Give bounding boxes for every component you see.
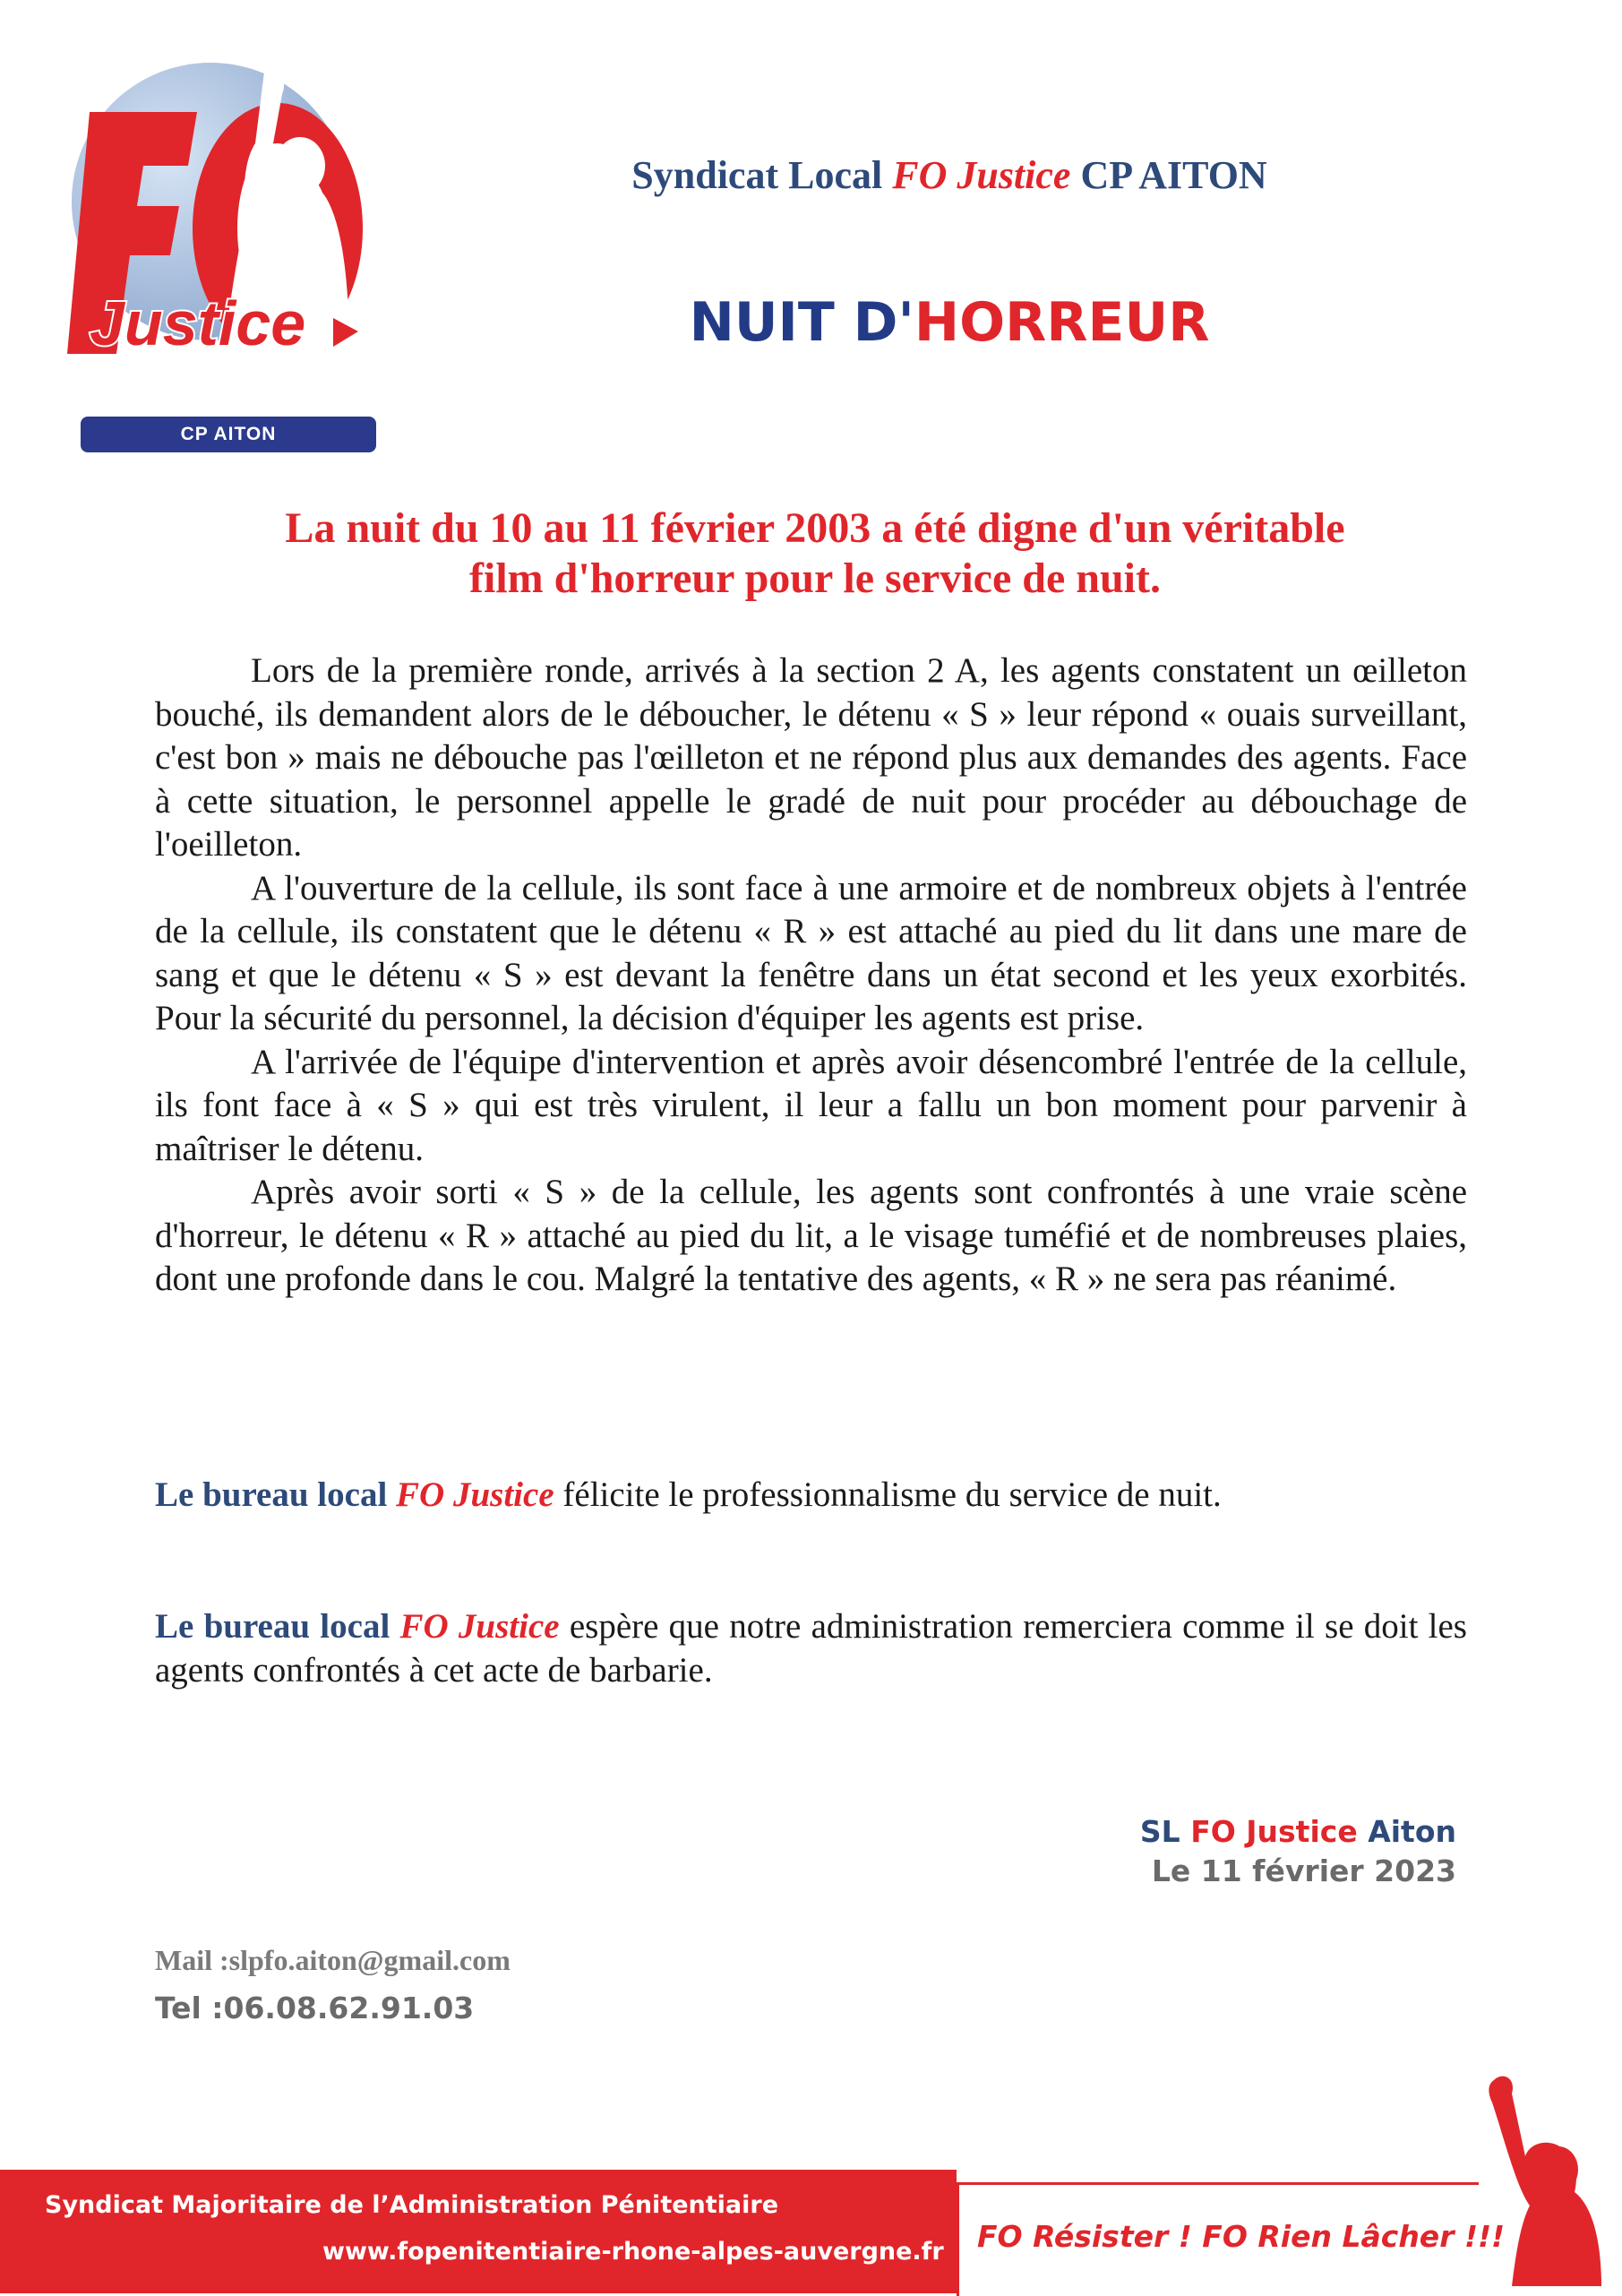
footer-banner bbox=[0, 2170, 957, 2293]
contact-mail: Mail :slpfo.aiton@gmail.com bbox=[155, 1944, 511, 1976]
raised-fist-icon bbox=[1476, 2071, 1610, 2286]
closing-2-rest: espère que notre administration remerciera comme il se doit les agents confrontés à cet acte de barbarie. bbox=[155, 1607, 1467, 1690]
logo-emblem-icon bbox=[54, 58, 394, 417]
logo-badge: CP AITON bbox=[81, 417, 376, 452]
header-title bbox=[448, 152, 1451, 198]
subtitle-line1: La nuit du 10 au 11 février 2003 a été digne d'un véritable bbox=[285, 504, 1345, 552]
contact-tel: Tel :06.08.62.91.03 bbox=[155, 1991, 475, 2025]
page-title bbox=[448, 291, 1451, 354]
subtitle-line2: film d'horreur pour le service de nuit. bbox=[469, 555, 1161, 602]
signature bbox=[1140, 1812, 1456, 1891]
footer-tagline: Syndicat Majoritaire de l’Administration Pénitentiaire bbox=[45, 2191, 779, 2219]
title-part2: HORREUR bbox=[914, 291, 1210, 354]
footer-website: www.fopenitentiaire-rhone-alpes-auvergne.fr bbox=[322, 2238, 944, 2266]
body-paragraph-3: A l'arrivée de l'équipe d'intervention et après avoir désencombré l'entrée de la cellule, ils font face à « S » qui est très virulent, il leur a fallu un bon moment pour parvenir à maîtriser le détenu. bbox=[155, 1042, 1467, 1168]
logo-justice-text: Justice bbox=[90, 288, 306, 358]
closing-2-lead: Le bureau local bbox=[155, 1607, 400, 1646]
signature-org: FO Justice bbox=[1190, 1814, 1358, 1849]
closing-paragraph-1 bbox=[155, 1474, 1467, 1518]
closing-paragraph-2 bbox=[155, 1605, 1467, 1692]
body-text bbox=[155, 649, 1467, 1302]
header-part3: CP AITON bbox=[1070, 153, 1267, 197]
footer-slogan-area bbox=[957, 2170, 1622, 2293]
closing-2-org: FO Justice bbox=[399, 1607, 560, 1646]
header-part1: Syndicat Local bbox=[631, 153, 893, 197]
signature-line bbox=[1140, 1812, 1456, 1852]
closing-1-rest: félicite le professionnalisme du service de nuit. bbox=[554, 1475, 1222, 1514]
signature-place: Aiton bbox=[1357, 1814, 1456, 1849]
body-paragraph-4: Après avoir sorti « S » de la cellule, les agents sont confrontés à une vraie scène d'horreur, le détenu « R » attaché au pied du lit, a le visage tuméfié et de nombreuses plaies, dont une profonde dans le cou. Malgré la tentative des agents, « R » ne sera pas réanimé. bbox=[155, 1173, 1467, 1298]
body-paragraph-2: A l'ouverture de la cellule, ils sont face à une armoire et de nombreux objets à l'entrée de la cellule, ils constatent que le détenu « R » est attaché au pied du lit dans une mare de sang et que le détenu « S » est devant la fenêtre dans un état second et les yeux exorbités. Pour la sécurité du personnel, la décision d'équiper les agents est prise. bbox=[155, 868, 1467, 1037]
footer-slogan: FO Résister ! FO Rien Lâcher !!! bbox=[977, 2219, 1506, 2254]
footer-slogan-box bbox=[957, 2182, 1506, 2296]
closing-1-org: FO Justice bbox=[396, 1475, 554, 1514]
subtitle bbox=[134, 503, 1496, 604]
body-paragraph-1: Lors de la première ronde, arrivés à la section 2 A, les agents constatent un œilleton bouché, ils demandent alors de le déboucher, le détenu « S » leur répond « ouais surveillant, c'est bon » mais ne débouche pas l'œilleton et ne répond plus aux demandes des agents. Face à cette situation, le personnel appelle le gradé de nuit pour procéder au débouchage de l'oeilleton. bbox=[155, 651, 1467, 864]
header-org: FO Justice bbox=[892, 153, 1071, 197]
fo-justice-logo bbox=[54, 58, 394, 452]
signature-date: Le 11 février 2023 bbox=[1151, 1853, 1456, 1888]
signature-sl: SL bbox=[1139, 1814, 1191, 1849]
title-part1: NUIT D' bbox=[689, 291, 914, 354]
closing-1-lead: Le bureau local bbox=[155, 1475, 397, 1514]
